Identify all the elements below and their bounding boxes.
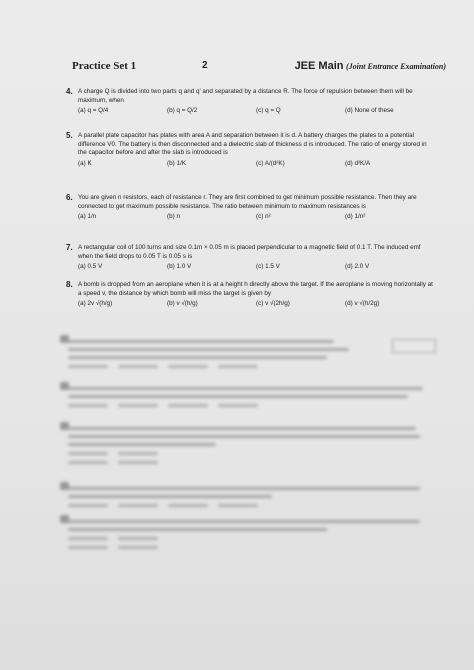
question-number: 4.: [66, 87, 73, 96]
question-number: 8.: [66, 280, 73, 289]
blurred-question-9: [68, 335, 438, 368]
option-b: (b) 1/K: [167, 159, 186, 167]
question-text: A rectangular coil of 100 turns and size 0.1m × 0.05 m is placed perpendicular to a magnetic field of 0.1 T. The induced emf when the field drops to 0.05 T is 0.05 s is: [78, 244, 421, 260]
exam-title: [295, 60, 446, 72]
exam-subtitle: (Joint Entrance Examination): [345, 62, 446, 71]
options: [78, 107, 434, 116]
option-c: (c) A/(d²K): [256, 159, 285, 167]
option-d: (d) 2.0 V: [345, 263, 370, 271]
blurred-question-10: [68, 382, 438, 407]
option-d: (d) d²K/A: [345, 159, 371, 167]
question-text: A parallel plate capacitor has plates with area A and separation between it is d. A battery charges the plates to a potential difference V0. The battery is then disconnected and a dielectric slab of thickness d is introduced. The ratio of energy stored in the capacitor before and after the slab is introduced is: [78, 132, 427, 157]
page-header: [72, 60, 446, 76]
question-number: 6.: [66, 193, 73, 202]
question-4: [66, 87, 434, 116]
option-d: (d) None of these: [345, 107, 394, 115]
question-text: A bomb is dropped from an aeroplane when it is at a height h directly above the target. If the aeroplane is moving horizontally at a speed v, the distance by which bomb will miss the target is given by: [78, 281, 433, 297]
question-number: 7.: [66, 243, 73, 252]
question-text: You are given n resistors, each of resistance r. They are first combined to get minimum possible resistance. Then they are connected to get maximum possible resistance. The ratio between minimum to maximum resistances is: [78, 194, 417, 210]
exam-name: JEE Main: [294, 60, 344, 72]
option-c: (c) q = Q: [256, 107, 281, 115]
options: [78, 160, 434, 169]
question-5: [66, 131, 434, 168]
blurred-question-12: [68, 482, 438, 507]
option-a: (a) q = Q/4: [78, 107, 109, 115]
blurred-question-13: [68, 515, 438, 549]
question-text: A charge Q is divided into two parts q and q' and separated by a distance R. The force of repulsion between them will be maximum, when: [78, 88, 413, 104]
option-a: (a) 1/n: [78, 213, 97, 221]
practice-set-title: Practice Set 1: [72, 60, 137, 72]
options: [78, 213, 434, 222]
option-a: (a) 0.5 V: [78, 263, 103, 271]
question-number: 5.: [66, 131, 73, 140]
question-8: [66, 280, 434, 309]
option-d: (d) 1/n²: [345, 213, 366, 221]
option-c: (c) v √(2h/g): [256, 300, 290, 308]
blurred-question-11: [68, 422, 438, 464]
option-b: (b) v √(h/g): [167, 300, 198, 308]
option-b: (b) n: [167, 213, 180, 221]
option-a: (a) K: [78, 159, 92, 167]
option-b: (b) 1.0 V: [167, 263, 192, 271]
question-7: [66, 243, 434, 272]
option-a: (a) 2v √(h/g): [78, 300, 113, 308]
options: [78, 263, 434, 272]
page-number: 2: [202, 60, 208, 71]
options: [78, 300, 434, 309]
question-6: [66, 193, 434, 222]
option-d: (d) v √(h/2g): [345, 300, 380, 308]
option-c: (c) 1.5 V: [256, 263, 280, 271]
option-b: (b) q = Q/2: [167, 107, 198, 115]
option-c: (c) n²: [256, 213, 271, 221]
